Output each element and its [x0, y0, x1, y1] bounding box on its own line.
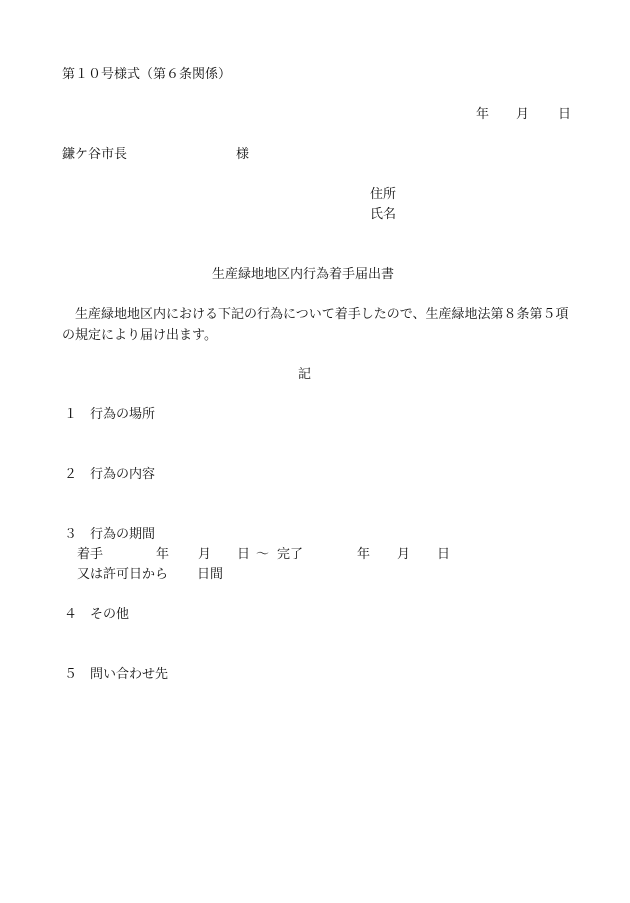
item-place: １ 行為の場所 [64, 407, 156, 422]
item-period: ３ 行為の期間 [64, 527, 156, 542]
applicant-name-label: 氏名 [370, 207, 397, 222]
period-start-day: 日 [237, 547, 251, 562]
item-contact: ５ 問い合わせ先 [64, 667, 169, 682]
period-start-year: 年 [156, 547, 170, 562]
period-start-month: 月 [198, 547, 212, 562]
period-alt-suffix: 日間 [197, 567, 224, 582]
period-end-day: 日 [437, 547, 451, 562]
address-label: 住所 [370, 187, 397, 202]
date-year-label: 年 [476, 107, 490, 122]
addressee-name: 鎌ケ谷市長 [62, 147, 128, 162]
date-month-label: 月 [516, 107, 530, 122]
form-number: 第１０号様式（第６条関係） [62, 67, 232, 82]
period-tilde: ～ [256, 547, 270, 562]
period-end-month: 月 [397, 547, 411, 562]
body-paragraph: 生産緑地地区内における下記の行為について着手したので、生産緑地法第８条第５項の規定により届け出ます。 [62, 307, 569, 343]
period-alt-prefix: 又は許可日から [77, 567, 169, 582]
document-title: 生産緑地地区内行為着手届出書 [212, 267, 395, 282]
date-day-label: 日 [558, 107, 572, 122]
period-end-year: 年 [357, 547, 371, 562]
addressee-honorific: 様 [236, 147, 250, 162]
period-end-label: 完了 [277, 547, 304, 562]
period-start-label: 着手 [77, 547, 104, 562]
item-content: ２ 行為の内容 [64, 467, 156, 482]
ki-heading: 記 [298, 367, 312, 382]
item-other: ４ その他 [64, 607, 130, 622]
